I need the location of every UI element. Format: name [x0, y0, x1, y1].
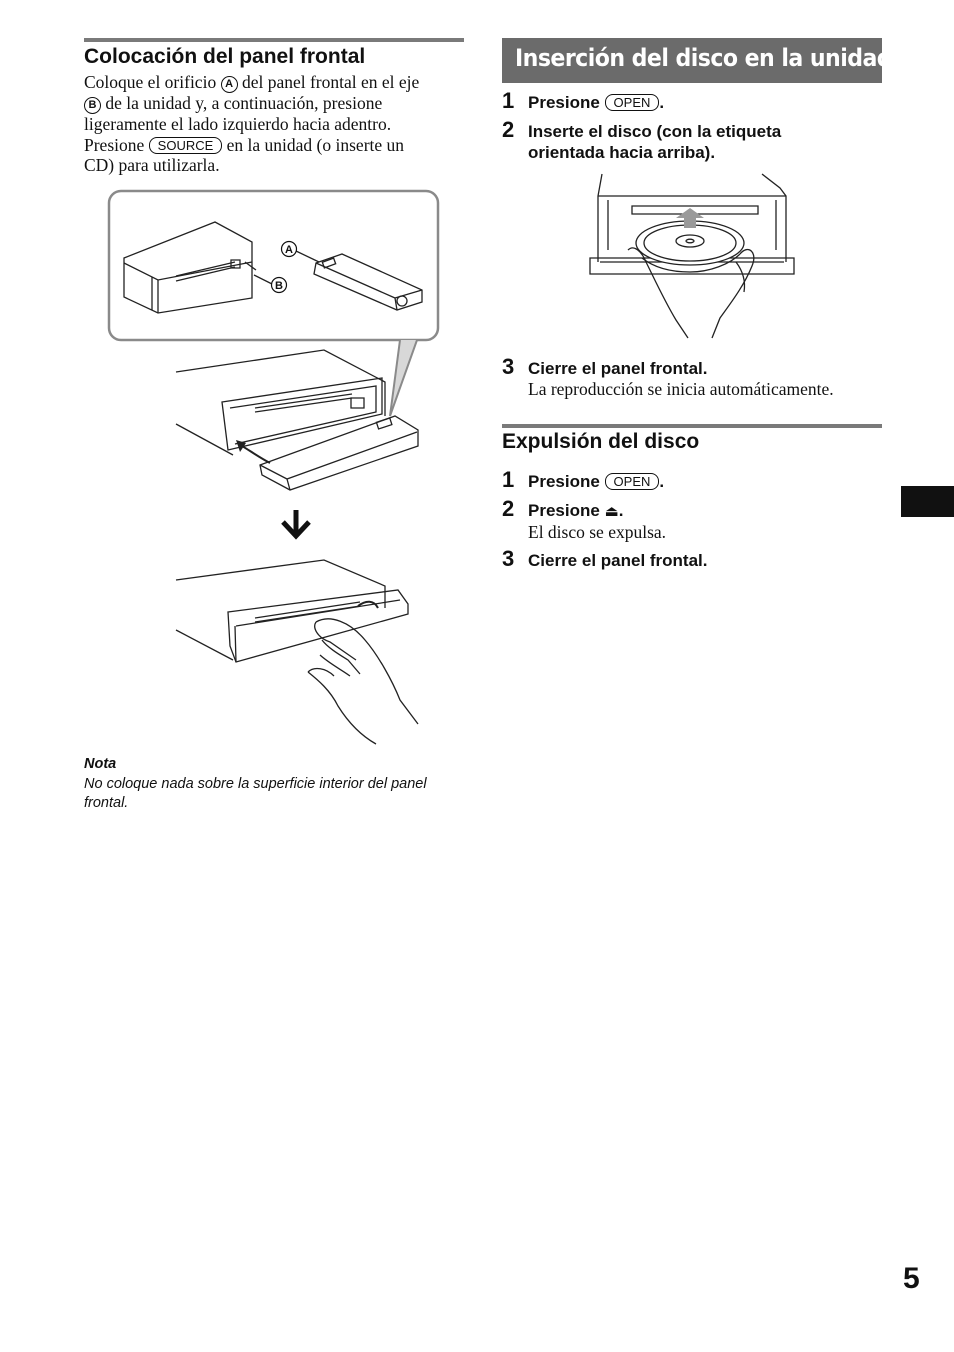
step-number: 2: [502, 117, 515, 142]
step-text: Cierre el panel frontal.: [528, 551, 708, 570]
step-number: 3: [502, 546, 515, 571]
text: .: [659, 472, 665, 491]
step-number: 2: [502, 496, 515, 521]
text: Presione: [84, 134, 149, 155]
text: frontal.: [84, 794, 129, 811]
open-key: OPEN: [605, 94, 660, 111]
marker-b-icon: B: [84, 97, 101, 114]
open-key: OPEN: [605, 473, 660, 490]
step-number: 1: [502, 88, 515, 113]
figure-label-a: A: [285, 244, 293, 256]
banner-title: Inserción del disco en la unidad: [515, 44, 893, 72]
step-number: 3: [502, 354, 515, 379]
step-number: 1: [502, 467, 515, 492]
text: No coloque nada sobre la superficie interior del panel: [84, 776, 427, 792]
eject-icon: ⏏: [604, 502, 619, 520]
text: .: [659, 93, 665, 112]
step-description: La reproducción se inicia automáticamente.: [528, 379, 834, 399]
section-heading-eject-disc: Expulsión del disco: [502, 430, 700, 453]
text: .: [618, 501, 624, 520]
text: Inserte el disco (con la etiqueta: [528, 122, 782, 141]
text: del panel frontal en el eje: [237, 72, 420, 92]
section-heading-attach-panel: Colocación del panel frontal: [84, 45, 366, 68]
figure-label-b: B: [275, 280, 283, 292]
text: en la unidad (o inserte un: [222, 134, 405, 155]
step-text: Cierre el panel frontal.: [528, 359, 708, 378]
page-number: 5: [903, 1262, 920, 1295]
marker-a-icon: A: [221, 76, 238, 93]
source-key: SOURCE: [149, 137, 223, 154]
text: Presione: [528, 501, 605, 520]
text: CD) para utilizarla.: [84, 155, 220, 175]
note-title: Nota: [84, 756, 117, 772]
text: ligeramente el lado izquierdo hacia adentro.: [84, 114, 392, 134]
text: Coloque el orificio: [84, 72, 221, 92]
text: Presione: [528, 93, 605, 112]
step-description: El disco se expulsa.: [528, 522, 667, 542]
text: de la unidad y, a continuación, presione: [101, 93, 383, 113]
text: orientada hacia arriba).: [528, 143, 716, 162]
text: Presione: [528, 472, 605, 491]
